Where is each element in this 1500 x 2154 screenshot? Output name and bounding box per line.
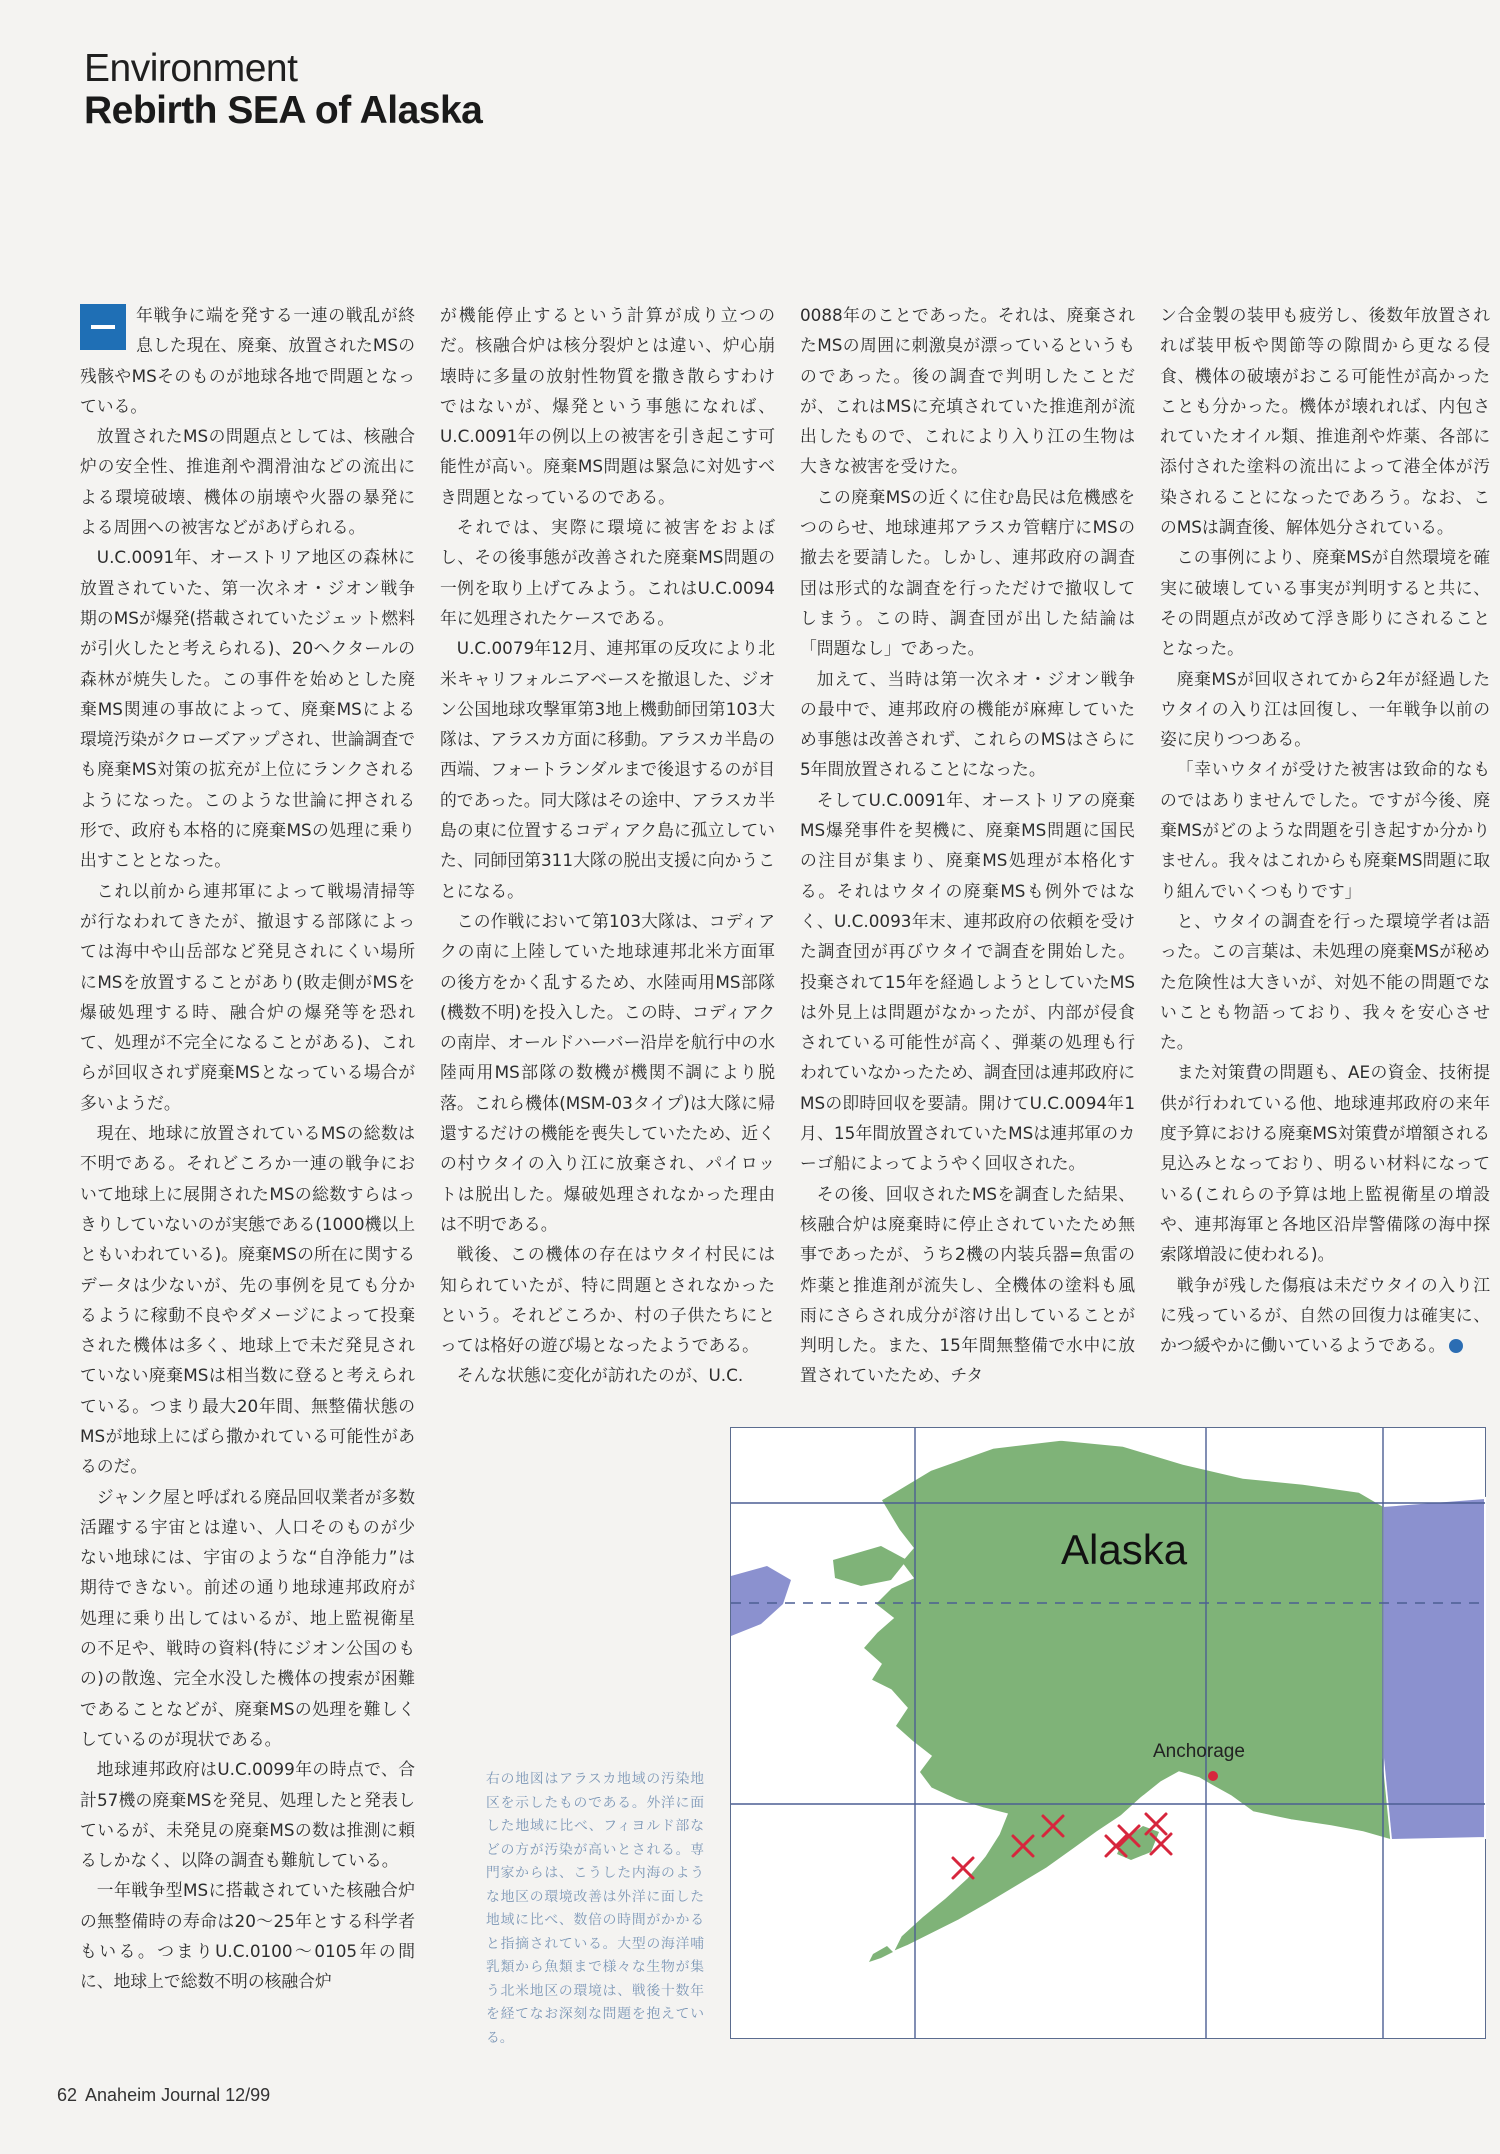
paragraph: また対策費の問題も、AEの資金、技術提供が行われている他、地球連邦政府の来年度予算における廃棄MS対策費が増額される見込みとなっており、明るい材料になっている(これらの予算は地上監視衛星の増設や、連邦海軍と各地区沿岸警備隊の海中探索隊増設に使われる)。	[1160, 1062, 1490, 1265]
alaska-contamination-map	[730, 1427, 1486, 2039]
paragraph: が機能停止するという計算が成り立つのだ。核融合炉は核分裂炉とは違い、炉心崩壊時に多量の放射性物質を撒き散らすわけではないが、爆発という事態になれば、U.C.0091年の例以上の被害を引き起こす可能性が高い。廃棄MS問題は緊急に対処すべき問題となっているのである。	[440, 305, 775, 507]
page-number: 62	[57, 2085, 78, 2105]
paragraph: と、ウタイの調査を行った環境学者は語った。この言葉は、未処理の廃棄MSが秘めた危険性は大きいが、対処不能の問題でないことも物語っており、我々を安心させた。	[1160, 910, 1490, 1053]
paragraph: U.C.0079年12月、連邦軍の反攻により北米キャリフォルニアベースを撤退した、ジオン公国地球攻撃軍第3地上機動師団第103大隊は、アラスカ方面に移動。アラスカ半島の西端、フォートランダルまで後退するのが目的であった。同大隊はその途中、アラスカ半島の東に位置するコディアク島に孤立していた、同師団第311大隊の脱出支援に向かうことになる。	[440, 638, 775, 901]
map-label-anchorage: Anchorage	[1153, 1741, 1245, 1762]
paragraph: 「幸いウタイが受けた被害は致命的なものではありませんでした。ですが今後、廃棄MSがどのような問題を引き起すか分かりません。我々はこれからも廃棄MS問題に取り組んでいくつもりです」	[1160, 759, 1490, 901]
paragraph: その後、回収されたMSを調査した結果、核融合炉は廃棄時に停止されていたため無事であったが、うち2機の内装兵器=魚雷の炸薬と推進剤が流失し、全機体の塗料も風雨にさらされ成分が溶け出していることが判明した。また、15年間無整備で水中に放置されていたため、チタ	[800, 1183, 1135, 1386]
paragraph: 戦後、この機体の存在はウタイ村民には知られていたが、特に問題とされなかったという。それどころか、村の子供たちにとっては格好の遊び場となったようである。	[440, 1244, 775, 1356]
article-column-2	[440, 300, 775, 1386]
paragraph: 0088年のことであった。それは、廃棄されたMSの周囲に刺激臭が漂っているというものであった。後の調査で判明したことだが、これはMSに充填されていた推進剤が流出したもので、これにより入り江の生物は大きな被害を受けた。	[800, 305, 1135, 477]
article-title: Rebirth SEA of Alaska	[84, 89, 483, 132]
map-label-alaska: Alaska	[1061, 1526, 1188, 1573]
map-caption: 右の地図はアラスカ地域の汚染地区を示したものである。外洋に面した地域に比べ、フィヨルド部などの方が汚染が高いとされる。専門家からは、こうした内海のような地区の環境改善は外洋に面した地域に比べ、数倍の時間がかかると指摘されている。大型の海洋哺乳類から魚類まで様々な生物が集う北米地区の環境は、戦後十数年を経てなお深刻な問題を抱えている。	[486, 1771, 704, 2046]
paragraph: 加えて、当時は第一次ネオ・ジオン戦争の最中で、連邦政府の機能が麻痺していため事態は改善されず、これらのMSはさらに5年間放置されることになった。	[800, 668, 1135, 780]
section-kicker: Environment	[84, 47, 298, 90]
closing-paragraph-text: 戦争が残した傷痕は未だウタイの入り江に残っているが、自然の回復力は確実に、かつ緩やかに働いているようである。	[1160, 1274, 1490, 1356]
paragraph: ン合金製の装甲も疲労し、後数年放置されれば装甲板や関節等の隙間から更なる侵食、機体の破壊がおこる可能性が高かったことも分かった。機体が壊れれば、内包されていたオイル類、推進剤や炸薬、各部に添付された塗料の流出によって港全体が汚染されることになったであろう。なお、このMSは調査後、解体処分されている。	[1160, 305, 1490, 538]
paragraph: そんな状態に変化が訪れたのが、U.C.	[456, 1365, 744, 1386]
paragraph: U.C.0091年、オーストリア地区の森林に放置されていた、第一次ネオ・ジオン戦争期のMSが爆発(搭載されていたジェット燃料が引火したと考えられる)、20ヘクタールの森林が焼失した。この事件を始めとした廃棄MS関連の事故によって、廃棄MSによる環境汚染がクローズアップされ、世論調査でも廃棄MS対策の拡充が上位にランクされるようになった。このような世論に押される形で、政府も本格的に廃棄MSの処理に乗り出すこととなった。	[80, 547, 415, 871]
article-column-4	[1160, 300, 1490, 1390]
article-column-3	[800, 300, 1135, 1386]
paragraph: 一年戦争型MSに搭載されていた核融合炉の無整備時の寿命は20〜25年とする科学者もいる。つまりU.C.0100〜0105年の間に、地球上で総数不明の核融合炉	[80, 1880, 415, 1992]
paragraph: それでは、実際に環境に被害をおよぼし、その後事態が改善された廃棄MS問題の一例を取り上げてみよう。これはU.C.0094年に処理されたケースである。	[440, 517, 775, 628]
end-of-article-icon	[1449, 1339, 1463, 1353]
paragraph: 廃棄MSが回収されてから2年が経過したウタイの入り江は回復し、一年戦争以前の姿に戻りつつある。	[1160, 668, 1490, 750]
paragraph: この作戦において第103大隊は、コディアクの南に上陸していた地球連邦北米方面軍の後方をかく乱するため、水陸両用MS部隊(機数不明)を投入した。この時、コディアクの南岸、オールドハーバー沿岸を航行中の水陸両用MS部隊の数機が機関不調により脱落。これら機体(MSM-03タイプ)は大隊に帰還するだけの機能を喪失していたため、近くの村ウタイの入り江に放棄され、パイロットは脱出した。爆破処理されなかった理由は不明である。	[440, 910, 775, 1234]
paragraph: そしてU.C.0091年、オーストリアの廃棄MS爆発事件を契機に、廃棄MS問題に国民の注目が集まり、廃棄MS処理が本格化する。それはウタイの廃棄MSも例外ではなく、U.C.0093年末、連邦政府の依頼を受けた調査団が再びウタイで調査を開始した。投棄されて15年を経過しようとしていたMSは外見上は問題がなかったが、内部が侵食されている可能性が高く、弾薬の処理も行われていなかったため、調査団は連邦政府にMSの即時回収を要請。開けてU.C.0094年1月、15年間放置されていたMSは連邦軍のカーゴ船によってようやく回収された。	[800, 789, 1135, 1174]
page-footer	[57, 2085, 270, 2106]
paragraph: 年戦争に端を発する一連の戦乱が終息した現在、廃棄、放置されたMSの残骸やMSそのものが地球各地で問題となっている。	[80, 305, 415, 416]
paragraph: この事例により、廃棄MSが自然環境を確実に破壊している事実が判明すると共に、その問題点が改めて浮き彫りにされることとなった。	[1160, 547, 1490, 659]
paragraph: 地球連邦政府はU.C.0099年の時点で、合計57機の廃棄MSを発見、処理したと発表しているが、未発見の廃棄MSの数は推測に頼るしかなく、以降の調査も難航している。	[80, 1759, 415, 1871]
paragraph	[1160, 1270, 1490, 1361]
drop-cap-dash-icon	[80, 304, 126, 350]
paragraph: ジャンク屋と呼ばれる廃品回収業者が多数活躍する宇宙とは違い、人口そのものが少ない地球には、宇宙のような“自浄能力”は期待できない。前述の通り地球連邦政府が処理に乗り出してはいるが、地上監視衛星の不足や、戦時の資料(特にジオン公国のもの)の散逸、完全水没した機体の捜索が困難であることなどが、廃棄MSの処理を難しくしているのが現状である。	[80, 1486, 415, 1749]
paragraph: この廃棄MSの近くに住む島民は危機感をつのらせ、地球連邦アラスカ管轄庁にMSの撤去を要請した。しかし、連邦政府の調査団は形式的な調査を行っただけで撤収してしまう。この時、調査団が出した結論は「問題なし」であった。	[800, 486, 1135, 659]
paragraph: 現在、地球に放置されているMSの総数は不明である。それどころか一連の戦争において地球上に展開されたMSの総数すらはっきりしていないのが実態である(1000機以上ともいわれている)。廃棄MSの所在に関するデータは少ないが、先の事例を見ても分かるように稼動不良やダメージによって投棄された機体は多く、地球上で未だ発見されていない廃棄MSは相当数に登ると考えられている。つまり最大20年間、無整備状態のMSが地球上にばら撒かれている可能性があるのだ。	[80, 1123, 415, 1477]
publication-name: Anaheim Journal 12/99	[85, 2085, 271, 2105]
article-header	[84, 48, 482, 132]
paragraph: 放置されたMSの問題点としては、核融合炉の安全性、推進剤や潤滑油などの流出による環境破壊、機体の崩壊や火器の暴発による周囲への被害などがあげられる。	[80, 426, 415, 538]
foreign-territory-east	[1383, 1498, 1485, 1840]
paragraph: これ以前から連邦軍によって戦場清掃等が行なわれてきたが、撤退する部隊によっては海中や山岳部など発見されにくい場所にMSを放置することがあり(敗走側がMSを爆破処理する時、融合炉の爆発等を恐れて、処理が不完全になることがある)、これらが回収されず廃棄MSとなっている場合が多いようだ。	[80, 880, 415, 1113]
anchorage-marker-icon	[1208, 1771, 1218, 1781]
article-column-1	[80, 300, 415, 1992]
map-graphic	[731, 1428, 1485, 2038]
